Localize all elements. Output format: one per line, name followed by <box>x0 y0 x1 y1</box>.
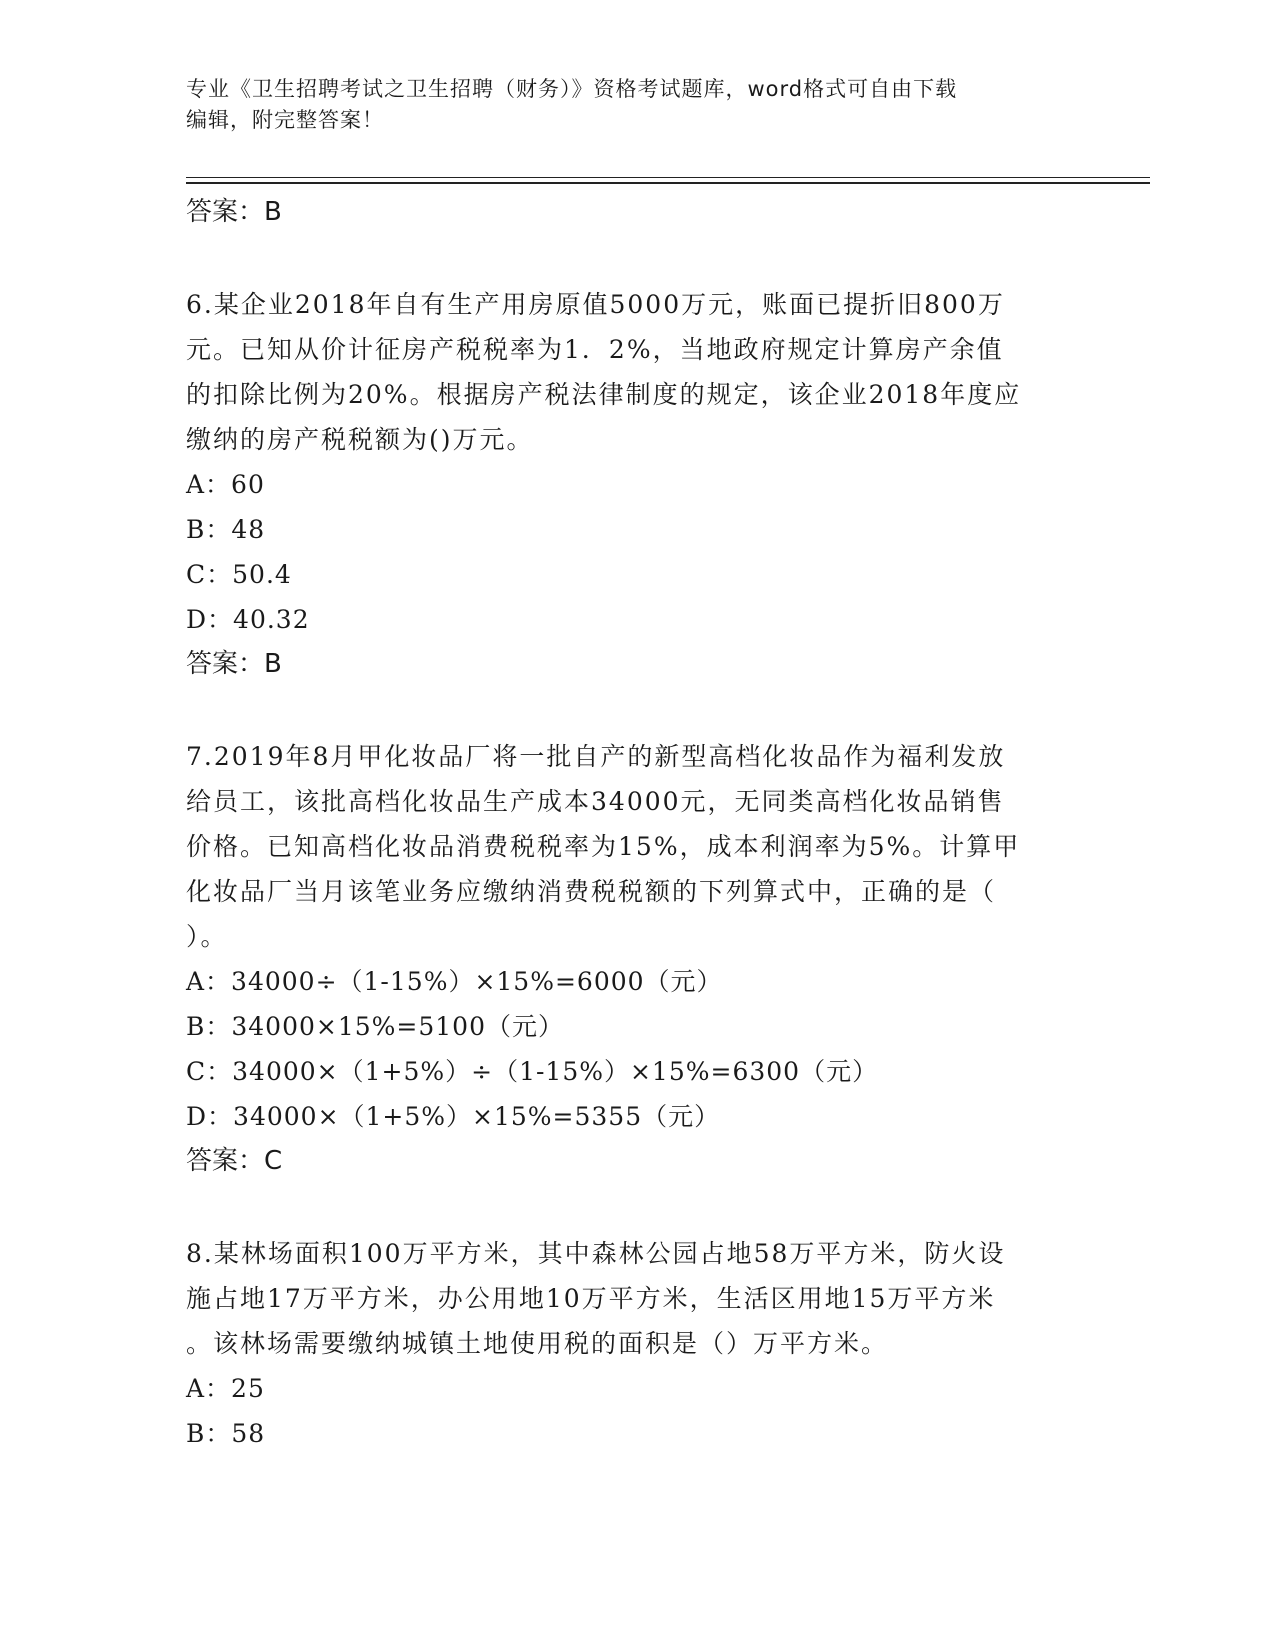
header-rule-thick <box>186 182 1150 184</box>
stem-line: 元。已知从价计征房产税税率为1．2%，当地政府规定计算房产余值 <box>186 335 1004 364</box>
stem-line: 化妆品厂当月该笔业务应缴纳消费税税额的下列算式中，正确的是（ <box>186 877 997 906</box>
stem-line: 缴纳的房产税税额为()万元。 <box>186 425 534 454</box>
question-stem <box>186 282 1086 462</box>
answer: 答案：B <box>186 649 282 679</box>
option-c: C：34000×（1+5%）÷（1-15%）×15%=6300（元） <box>186 1057 879 1086</box>
header-line-2: 编辑，附完整答案！ <box>186 108 384 132</box>
option-a: A：60 <box>186 470 265 499</box>
page-header <box>186 74 1086 136</box>
stem-line: 8.某林场面积100万平方米，其中森林公园占地58万平方米，防火设 <box>186 1239 1006 1268</box>
option-b: B：58 <box>186 1419 266 1448</box>
stem-line: 价格。已知高档化妆品消费税税率为15%，成本利润率为5%。计算甲 <box>186 832 1021 861</box>
option-d: D：40.32 <box>186 605 310 634</box>
previous-answer: 答案：B <box>186 197 282 227</box>
header-line-1: 专业《卫生招聘考试之卫生招聘（财务）》资格考试题库，word格式可自由下载 <box>186 77 958 101</box>
stem-line: 7.2019年8月甲化妆品厂将一批自产的新型高档化妆品作为福利发放 <box>186 742 1006 771</box>
answer: 答案：C <box>186 1146 283 1176</box>
question-7 <box>186 734 1086 1183</box>
stem-line: 施占地17万平方米，办公用地10万平方米，生活区用地15万平方米 <box>186 1284 996 1313</box>
question-6 <box>186 282 1086 686</box>
option-b: B：48 <box>186 515 266 544</box>
stem-line: ）。 <box>186 922 228 951</box>
question-list <box>186 190 1086 1456</box>
header-rule-thin <box>186 177 1150 178</box>
stem-line: 的扣除比例为20%。根据房产税法律制度的规定，该企业2018年度应 <box>186 380 1022 409</box>
option-a: A：34000÷（1-15%）×15%=6000（元） <box>186 967 723 996</box>
option-b: B：34000×15%=5100（元） <box>186 1012 564 1041</box>
option-a: A：25 <box>186 1374 265 1403</box>
question-stem <box>186 734 1086 959</box>
stem-line: 。该林场需要缴纳城镇土地使用税的面积是（）万平方米。 <box>186 1329 889 1358</box>
option-d: D：34000×（1+5%）×15%=5355（元） <box>186 1102 721 1131</box>
stem-line: 6.某企业2018年自有生产用房原值5000万元，账面已提折旧800万 <box>186 290 1005 319</box>
option-c: C：50.4 <box>186 560 292 589</box>
question-8 <box>186 1231 1086 1456</box>
question-stem <box>186 1231 1086 1366</box>
stem-line: 给员工，该批高档化妆品生产成本34000元，无同类高档化妆品销售 <box>186 787 1005 816</box>
